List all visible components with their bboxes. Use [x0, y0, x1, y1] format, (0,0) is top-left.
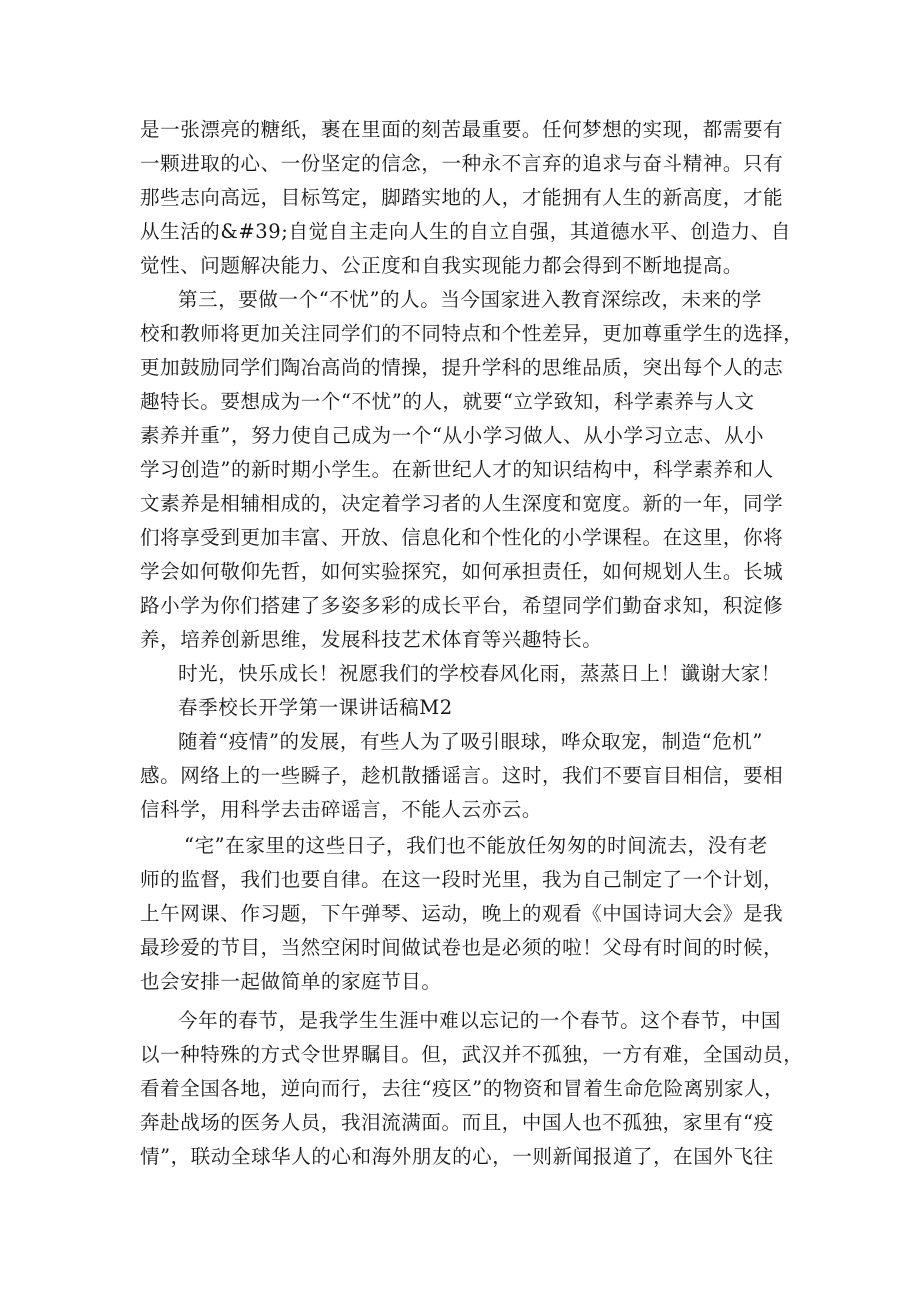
- text-line: 是一张漂亮的糖纸，裹在里面的刻苦最重要。任何梦想的实现，都需要有: [140, 118, 784, 141]
- text-line: 最珍爱的节目，当然空闲时间做试卷也是必须的啦！父母有时间的时候，: [140, 936, 784, 959]
- text-line: 看着全国各地，逆向而行，去往“疫区”的物资和冒着生命危险离别家人，: [140, 1077, 785, 1100]
- section-title: 春季校长开学第一课讲话稿M2: [178, 696, 453, 719]
- paragraph-start-line: 随着“疫情”的发展，有些人为了吸引眼球，哗众取宠，制造“危机”: [178, 730, 763, 753]
- text-line: 情”，联动全球华人的心和海外朋友的心，一则新闻报道了，在国外飞往: [140, 1145, 774, 1168]
- text-line: 那些志向高远，目标笃定，脚踏实地的人，才能拥有人生的新高度，才能: [140, 186, 784, 209]
- text-line: 上午网课、作习题，下午弹琴、运动，晚上的观看《中国诗词大会》是我: [140, 902, 784, 925]
- text-line: 感。网络上的一些瞬子，趁机散播谣言。这时，我们不要盲目相信，要相: [140, 764, 784, 787]
- paragraph-start-line: 今年的春节，是我学生生涯中难以忘记的一个春节。这个春节，中国: [178, 1009, 782, 1032]
- text-line: 以一种特殊的方式令世界瞩目。但，武汉并不孤独，一方有难，全国动员，: [140, 1043, 804, 1066]
- text-line: 觉性、问题解决能力、公正度和自我实现能力都会得到不断地提高。: [140, 254, 744, 277]
- text-line: 养，培养创新思维，发展科技艺术体育等兴趣特长。: [140, 628, 603, 651]
- text-line: 师的监督，我们也要自律。在这一段时光里，我为自己制定了一个计划，: [140, 868, 784, 891]
- text-line: 一颗进取的心、一份坚定的信念，一种永不言弃的追求与奋斗精神。只有: [140, 152, 784, 175]
- text-line: 趣特长。要想成为一个“不忧”的人，就要“立学致知，科学素养与人文: [140, 390, 755, 413]
- text-line: 也会安排一起做简单的家庭节目。: [140, 970, 442, 993]
- text-line: 校和教师将更加关注同学们的不同特点和个性差异，更加尊重学生的选择，: [140, 322, 804, 345]
- paragraph-start-line: “宅”在家里的这些日子，我们也不能放任匆匆的时间流去，没有老: [184, 834, 768, 857]
- text-line: 学会如何敬仰先哲，如何实验探究，如何承担责任，如何规划人生。长城: [140, 560, 784, 583]
- text-line: 奔赴战场的医务人员，我泪流满面。而且，中国人也不孤独，家里有“疫: [140, 1111, 774, 1134]
- paragraph-start-line: 时光，快乐成长！祝愿我们的学校春风化雨，蒸蒸日上！谶谢大家！: [178, 662, 782, 685]
- text-line: 们将享受到更加丰富、开放、信息化和个性化的小学课程。在这里，你将: [140, 526, 784, 549]
- paragraph-start-line: 第三，要做一个“不忧”的人。当今国家进入教育深综改，未来的学: [178, 288, 762, 311]
- text-line: 文素养是相辅相成的，决定着学习者的人生深度和宽度。新的一年，同学: [140, 492, 784, 515]
- text-line: 从生活的&#39;自觉自主走向人生的自立自强，其道德水平、创造力、自: [140, 220, 791, 243]
- text-line: 学习创造”的新时期小学生。在新世纪人才的知识结构中，科学素养和人: [140, 458, 774, 481]
- text-line: 路小学为你们搭建了多姿多彩的成长平台，希望同学们勤奋求知，积淀修: [140, 594, 784, 617]
- text-line: 素养并重”，努力使自己成为一个“从小学习做人、从小学习立志、从小: [140, 424, 765, 447]
- text-line: 更加鼓励同学们陶冶高尚的情操，提升学科的思维品质，突出每个人的志: [140, 356, 784, 379]
- text-line: 信科学，用科学去击碎谣言，不能人云亦云。: [140, 798, 543, 821]
